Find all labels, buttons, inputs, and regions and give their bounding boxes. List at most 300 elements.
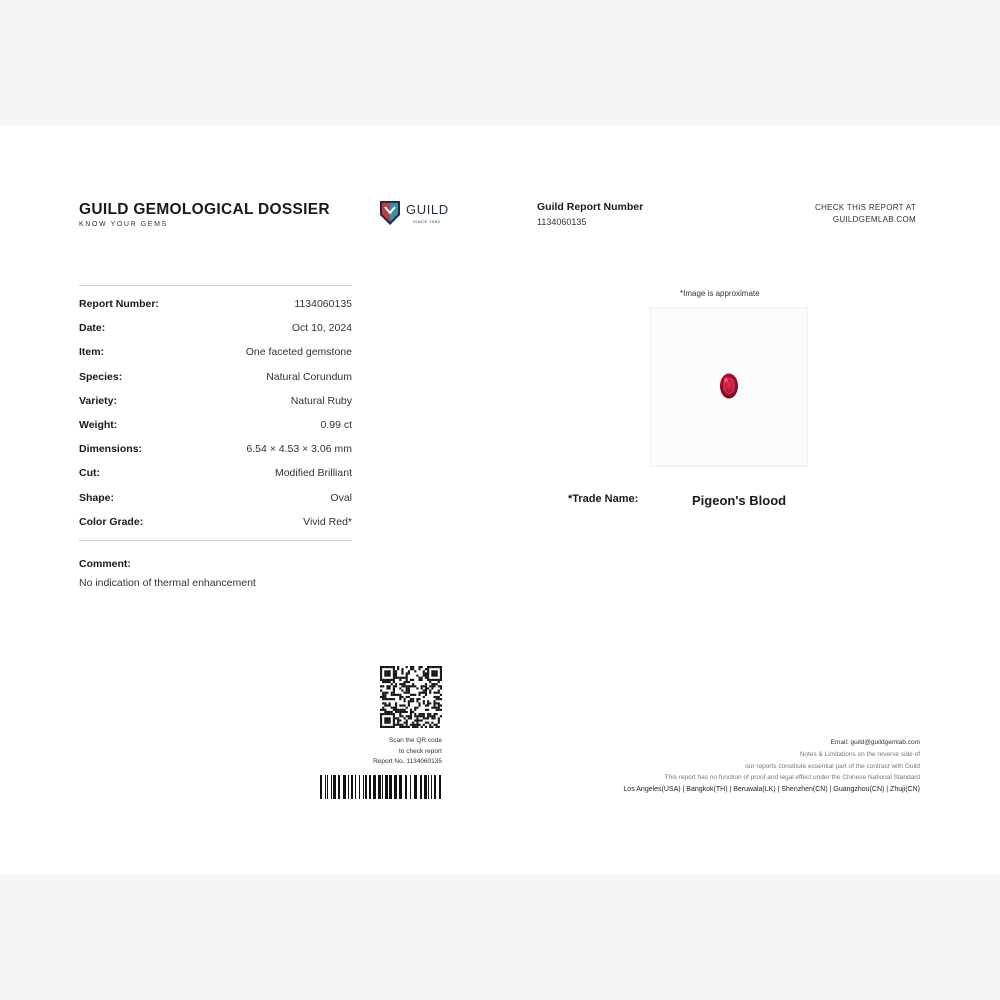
qr-module	[380, 668, 382, 670]
qr-module	[431, 679, 433, 681]
qr-module	[399, 709, 401, 711]
qr-module	[389, 679, 391, 681]
qr-module	[389, 702, 391, 704]
qr-module	[393, 722, 395, 724]
barcode-bar	[355, 775, 356, 799]
qr-module	[425, 677, 427, 679]
qr-module	[436, 666, 438, 668]
qr-module	[404, 717, 406, 719]
qr-module	[395, 707, 397, 709]
detail-label: Color Grade:	[79, 515, 144, 528]
qr-module	[406, 722, 408, 724]
detail-label: Species:	[79, 370, 123, 383]
qr-module	[410, 715, 412, 717]
qr-module	[431, 685, 433, 687]
qr-module	[440, 685, 442, 687]
qr-module	[412, 679, 414, 681]
qr-module	[418, 724, 420, 726]
qr-module	[412, 666, 414, 668]
qr-module	[386, 722, 388, 724]
qr-module	[429, 726, 431, 728]
qr-module	[436, 670, 438, 672]
qr-module	[427, 687, 429, 689]
qr-module	[425, 687, 427, 689]
qr-module	[429, 715, 431, 717]
qr-module	[408, 692, 410, 694]
qr-module	[418, 679, 420, 681]
qr-module	[412, 722, 414, 724]
qr-module	[399, 713, 401, 715]
qr-module	[431, 666, 433, 668]
check-line-2: GUILDGEMLAB.COM	[832, 215, 916, 224]
qr-module	[401, 690, 403, 692]
qr-module	[425, 675, 427, 677]
qr-module	[382, 685, 384, 687]
qr-module	[389, 719, 391, 721]
qr-module	[431, 722, 433, 724]
qr-module	[412, 726, 414, 728]
qr-module	[382, 713, 384, 715]
qr-module	[399, 687, 401, 689]
qr-module	[401, 668, 403, 670]
barcode-bar	[373, 775, 376, 799]
qr-module	[406, 707, 408, 709]
qr-module	[408, 687, 410, 689]
qr-module	[425, 726, 427, 728]
qr-module	[391, 679, 393, 681]
qr-module	[393, 719, 395, 721]
qr-module	[380, 726, 382, 728]
qr-module	[397, 709, 399, 711]
detail-row-date	[79, 316, 352, 340]
qr-module	[384, 692, 386, 694]
qr-module	[401, 704, 403, 706]
qr-module	[408, 672, 410, 674]
detail-value: Oct 10, 2024	[291, 322, 352, 335]
barcode-bar	[431, 775, 432, 799]
qr-module	[410, 724, 412, 726]
qr-module	[386, 698, 388, 700]
qr-module	[436, 707, 438, 709]
barcode-bar	[343, 775, 346, 799]
qr-module	[404, 683, 406, 685]
qr-module	[440, 694, 442, 696]
qr-module	[399, 719, 401, 721]
qr-module	[393, 709, 395, 711]
qr-module	[440, 715, 442, 717]
qr-module	[423, 672, 425, 674]
qr-module	[418, 666, 420, 668]
qr-module	[384, 713, 386, 715]
qr-module	[438, 666, 440, 668]
qr-module	[408, 717, 410, 719]
barcode-bar	[369, 775, 371, 799]
qr-module	[433, 707, 435, 709]
qr-module	[399, 726, 401, 728]
qr-module	[406, 672, 408, 674]
qr-module	[391, 683, 393, 685]
qr-module	[421, 679, 423, 681]
qr-module	[393, 690, 395, 692]
qr-module	[386, 704, 388, 706]
qr-module	[410, 698, 412, 700]
barcode	[320, 775, 442, 799]
qr-module	[406, 687, 408, 689]
qr-module	[425, 704, 427, 706]
qr-module	[393, 666, 395, 668]
qr-module	[414, 726, 416, 728]
qr-module	[404, 722, 406, 724]
qr-module	[395, 677, 397, 679]
qr-module	[418, 704, 420, 706]
footer-locations: Los Angeles(USA) | Bangkok(TH) | Beruwala(LK) | Shenzhen(CN) | Guangzhou(CN) | Zhuji(CN)	[623, 786, 920, 794]
qr-module	[421, 687, 423, 689]
barcode-bar	[420, 775, 422, 799]
qr-module	[397, 668, 399, 670]
qr-module	[436, 713, 438, 715]
qr-module	[408, 670, 410, 672]
qr-module	[438, 726, 440, 728]
barcode-bar	[331, 775, 332, 799]
qr-module	[395, 702, 397, 704]
qr-module	[421, 713, 423, 715]
qr-module	[393, 687, 395, 689]
qr-module	[427, 666, 429, 668]
qr-module	[421, 666, 423, 668]
qr-module	[425, 668, 427, 670]
qr-module	[423, 675, 425, 677]
qr-module	[395, 683, 397, 685]
qr-module	[401, 711, 403, 713]
qr-module	[410, 694, 412, 696]
qr-module	[389, 685, 391, 687]
qr-module	[410, 717, 412, 719]
qr-module	[393, 692, 395, 694]
detail-value: 0.99 ct	[320, 419, 352, 432]
qr-module	[427, 668, 429, 670]
qr-module	[389, 704, 391, 706]
qr-module	[429, 724, 431, 726]
qr-module	[429, 681, 431, 683]
barcode-bar	[363, 775, 364, 799]
qr-module	[438, 696, 440, 698]
qr-module	[389, 672, 391, 674]
qr-module	[386, 675, 388, 677]
qr-module	[393, 694, 395, 696]
qr-module	[433, 713, 435, 715]
barcode-bar	[365, 775, 367, 799]
qr-module	[391, 713, 393, 715]
qr-module	[389, 666, 391, 668]
qr-module	[421, 715, 423, 717]
qr-module	[427, 715, 429, 717]
qr-module	[382, 698, 384, 700]
qr-module	[421, 726, 423, 728]
detail-label: Variety:	[79, 394, 117, 407]
detail-label: Dimensions:	[79, 443, 143, 456]
qr-module	[386, 681, 388, 683]
qr-module	[382, 692, 384, 694]
qr-module	[438, 698, 440, 700]
qr-module	[395, 694, 397, 696]
qr-module	[438, 690, 440, 692]
detail-label: Shape:	[79, 491, 115, 504]
qr-module	[382, 694, 384, 696]
qr-module	[380, 677, 382, 679]
qr-module	[406, 681, 408, 683]
qr-module	[408, 715, 410, 717]
qr-module	[440, 668, 442, 670]
qr-module	[404, 700, 406, 702]
qr-module	[440, 704, 442, 706]
qr-module	[438, 681, 440, 683]
qr-module	[384, 679, 386, 681]
barcode-bar	[320, 775, 322, 799]
qr-module	[440, 677, 442, 679]
barcode-bar	[414, 775, 417, 799]
qr-line-1: Scan the QR code	[388, 737, 442, 744]
qr-module	[418, 692, 420, 694]
barcode-bar	[327, 775, 328, 799]
qr-module	[386, 685, 388, 687]
qr-module	[433, 724, 435, 726]
qr-module	[397, 677, 399, 679]
qr-module	[436, 696, 438, 698]
qr-module	[384, 709, 386, 711]
qr-module	[431, 683, 433, 685]
qr-module	[410, 713, 412, 715]
check-line-1: CHECK THIS REPORT AT	[815, 203, 916, 212]
qr-module	[393, 679, 395, 681]
qr-module	[423, 702, 425, 704]
qr-module	[395, 670, 397, 672]
qr-module	[410, 709, 412, 711]
qr-module	[427, 704, 429, 706]
qr-module	[429, 713, 431, 715]
qr-module	[431, 675, 433, 677]
qr-module	[427, 672, 429, 674]
qr-module	[393, 681, 395, 683]
qr-module	[418, 719, 420, 721]
detail-label: Item:	[79, 346, 105, 359]
qr-module	[438, 717, 440, 719]
qr-module	[418, 713, 420, 715]
qr-module	[423, 692, 425, 694]
check-report-link[interactable]	[815, 202, 916, 226]
qr-module	[410, 679, 412, 681]
qr-module	[397, 724, 399, 726]
qr-module	[418, 668, 420, 670]
qr-module	[414, 685, 416, 687]
detail-label: Date:	[79, 322, 106, 335]
qr-module	[418, 715, 420, 717]
qr-module	[414, 670, 416, 672]
qr-module	[433, 683, 435, 685]
qr-module	[436, 672, 438, 674]
qr-module	[416, 687, 418, 689]
qr-module	[438, 722, 440, 724]
barcode-bar	[359, 775, 360, 799]
qr-module	[431, 726, 433, 728]
qr-module	[427, 700, 429, 702]
qr-module	[380, 696, 382, 698]
qr-module	[436, 724, 438, 726]
qr-module	[429, 679, 431, 681]
qr-module	[406, 696, 408, 698]
qr-module	[380, 717, 382, 719]
qr-module	[421, 692, 423, 694]
qr-module	[384, 694, 386, 696]
qr-module	[408, 685, 410, 687]
detail-label: Cut:	[79, 467, 100, 480]
detail-value: Natural Ruby	[290, 394, 352, 407]
qr-module	[404, 685, 406, 687]
qr-module	[412, 711, 414, 713]
qr-module	[423, 713, 425, 715]
qr-module	[406, 675, 408, 677]
qr-module	[399, 715, 401, 717]
qr-module	[438, 707, 440, 709]
qr-module	[436, 726, 438, 728]
qr-module	[384, 666, 386, 668]
qr-module	[386, 719, 388, 721]
qr-module	[401, 715, 403, 717]
image-approximate-note: *Image is approximate	[680, 289, 760, 298]
qr-module	[440, 687, 442, 689]
qr-module	[401, 726, 403, 728]
qr-module	[389, 717, 391, 719]
qr-module	[416, 726, 418, 728]
qr-module	[427, 717, 429, 719]
qr-module	[408, 681, 410, 683]
qr-module	[410, 700, 412, 702]
qr-module	[436, 683, 438, 685]
qr-module	[427, 713, 429, 715]
detail-row-weight	[79, 413, 352, 437]
comment-label: Comment:	[79, 558, 131, 570]
qr-module	[404, 677, 406, 679]
qr-module	[427, 722, 429, 724]
qr-module	[433, 670, 435, 672]
detail-row-item	[79, 340, 352, 364]
qr-module	[425, 690, 427, 692]
qr-module	[389, 698, 391, 700]
qr-module	[423, 696, 425, 698]
qr-module	[440, 698, 442, 700]
qr-module	[421, 719, 423, 721]
qr-module	[382, 679, 384, 681]
footer-notes	[623, 737, 920, 796]
qr-module	[401, 670, 403, 672]
qr-module	[380, 675, 382, 677]
gem-image	[650, 307, 808, 467]
qr-module	[438, 692, 440, 694]
qr-module	[431, 672, 433, 674]
barcode-bar	[399, 775, 402, 799]
qr-module	[382, 726, 384, 728]
qr-module	[384, 711, 386, 713]
qr-module	[433, 715, 435, 717]
qr-module	[389, 711, 391, 713]
qr-code[interactable]	[380, 666, 442, 728]
logo-since: SINCE 1980	[413, 219, 441, 224]
qr-module	[384, 672, 386, 674]
detail-row-cut	[79, 461, 352, 485]
qr-module	[425, 692, 427, 694]
qr-module	[384, 702, 386, 704]
qr-module	[391, 707, 393, 709]
qr-module	[399, 704, 401, 706]
qr-module	[386, 679, 388, 681]
qr-module	[410, 668, 412, 670]
qr-module	[386, 666, 388, 668]
barcode-bar	[394, 775, 397, 799]
detail-value: Natural Corundum	[266, 370, 352, 383]
qr-module	[401, 677, 403, 679]
qr-module	[406, 726, 408, 728]
qr-module	[406, 724, 408, 726]
qr-module	[389, 681, 391, 683]
qr-module	[429, 685, 431, 687]
qr-module	[438, 679, 440, 681]
qr-module	[391, 726, 393, 728]
detail-row-color-grade	[79, 510, 352, 534]
qr-module	[412, 698, 414, 700]
detail-label: Report Number:	[79, 298, 159, 311]
qr-module	[414, 724, 416, 726]
qr-module	[393, 717, 395, 719]
detail-row-species	[79, 365, 352, 389]
qr-module	[384, 719, 386, 721]
comment-text: No indication of thermal enhancement	[79, 577, 256, 589]
qr-module	[391, 692, 393, 694]
qr-module	[384, 681, 386, 683]
qr-module	[380, 713, 382, 715]
qr-module	[425, 722, 427, 724]
ruby-gem-icon	[719, 372, 739, 400]
dossier-subtitle: KNOW YOUR GEMS	[79, 221, 168, 228]
qr-module	[431, 707, 433, 709]
qr-module	[423, 717, 425, 719]
detail-label: Weight:	[79, 419, 118, 432]
qr-module	[412, 685, 414, 687]
barcode-bar	[434, 775, 436, 799]
qr-module	[389, 726, 391, 728]
qr-module	[433, 685, 435, 687]
qr-module	[431, 717, 433, 719]
qr-module	[386, 692, 388, 694]
qr-module	[429, 692, 431, 694]
qr-module	[393, 698, 395, 700]
qr-module	[433, 702, 435, 704]
barcode-bar	[338, 775, 340, 799]
qr-module	[397, 711, 399, 713]
qr-module	[436, 698, 438, 700]
trade-name-value: Pigeon's Blood	[692, 493, 787, 508]
qr-module	[406, 666, 408, 668]
qr-module	[386, 670, 388, 672]
qr-module	[399, 724, 401, 726]
qr-module	[436, 709, 438, 711]
qr-module	[433, 666, 435, 668]
barcode-bar	[410, 775, 411, 799]
qr-module	[395, 672, 397, 674]
qr-module	[431, 715, 433, 717]
qr-module	[391, 711, 393, 713]
qr-module	[380, 666, 382, 668]
qr-module	[380, 715, 382, 717]
qr-module	[380, 670, 382, 672]
